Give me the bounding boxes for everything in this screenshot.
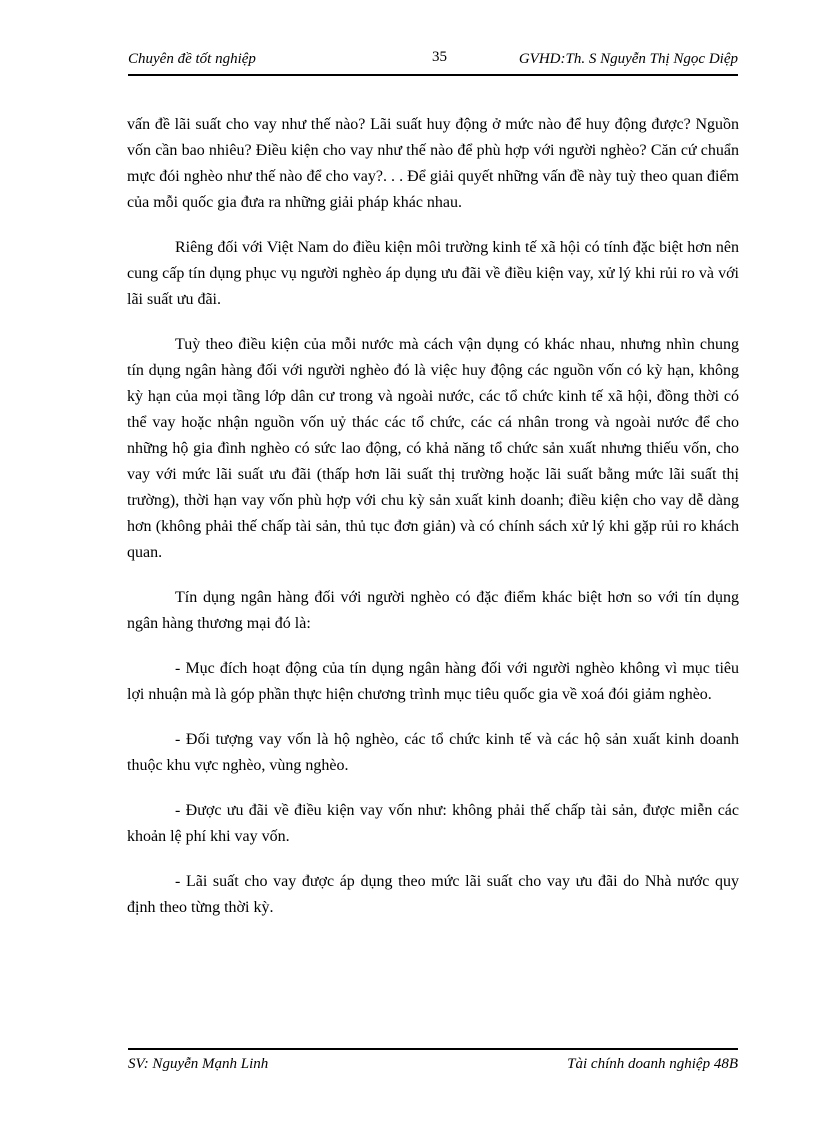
page-number: 35: [432, 49, 447, 65]
footer-class: Tài chính doanh nghiệp 48B: [567, 1056, 738, 1072]
paragraph: Tuỳ theo điều kiện của mỗi nước mà cách vận dụng có khác nhau, nhưng nhìn chung tín dụng ngân hàng đối với người nghèo đó là việc huy động các nguồn vốn có kỳ hạn, không kỳ hạn của mọi tầng lớp dân cư trong và ngoài nước, các tổ chức kinh tế xã hội, đồng thời có thể vay hoặc nhận nguồn vốn uỷ thác các tổ chức, các cá nhân trong và ngoài nước để cho những hộ gia đình nghèo có sức lao động, có khả năng tổ chức sản xuất nhưng thiếu vốn, cho vay với mức lãi suất ưu đãi (thấp hơn lãi suất thị trường hoặc lãi suất bằng mức lãi suất thị trường), thời hạn vay vốn phù hợp với chu kỳ sản xuất kinh doanh; điều kiện cho vay dễ dàng hơn (không phải thế chấp tài sản, thủ tục đơn giản) và có chính sách xử lý khi gặp rủi ro khách quan.: [127, 336, 739, 561]
page-header: [128, 48, 738, 76]
list-item: - Đối tượng vay vốn là hộ nghèo, các tổ chức kinh tế và các hộ sản xuất kinh doanh thuộc khu vực nghèo, vùng nghèo.: [127, 731, 739, 774]
paragraph: Tín dụng ngân hàng đối với người nghèo có đặc điểm khác biệt hơn so với tín dụng ngân hàng thương mại đó là:: [127, 589, 739, 632]
document-body: [127, 112, 739, 940]
footer-student-name: SV: Nguyễn Mạnh Linh: [128, 1056, 269, 1072]
list-item: - Mục đích hoạt động của tín dụng ngân hàng đối với người nghèo không vì mục tiêu lợi nhuận mà là góp phần thực hiện chương trình mục tiêu quốc gia về xoá đói giảm nghèo.: [127, 660, 739, 703]
list-item: - Được ưu đãi về điều kiện vay vốn như: không phải thế chấp tài sản, được miễn các khoản lệ phí khi vay vốn.: [127, 802, 739, 845]
page-footer: [128, 1048, 738, 1072]
list-item: - Lãi suất cho vay được áp dụng theo mức lãi suất cho vay ưu đãi do Nhà nước quy định theo từng thời kỳ.: [127, 873, 739, 916]
paragraph: Riêng đối với Việt Nam do điều kiện môi trường kinh tế xã hội có tính đặc biệt hơn nên cung cấp tín dụng phục vụ người nghèo áp dụng ưu đãi về điều kiện vay, xử lý khi rủi ro và với lãi suất ưu đãi.: [127, 239, 739, 308]
header-supervisor: GVHD:Th. S Nguyễn Thị Ngọc Diệp: [518, 51, 738, 67]
paragraph: vấn đề lãi suất cho vay như thế nào? Lãi suất huy động ở mức nào để huy động được? Nguồn vốn cần bao nhiêu? Điều kiện cho vay như thế nào để phù hợp với người nghèo? Căn cứ chuẩn mực đói nghèo như thế nào để cho vay?. . . Để giải quyết những vấn đề này tuỳ theo quan điểm của mỗi quốc gia đưa ra những giải pháp khác nhau.: [127, 116, 739, 211]
header-thesis-title: Chuyên đề tốt nghiệp: [128, 51, 256, 67]
